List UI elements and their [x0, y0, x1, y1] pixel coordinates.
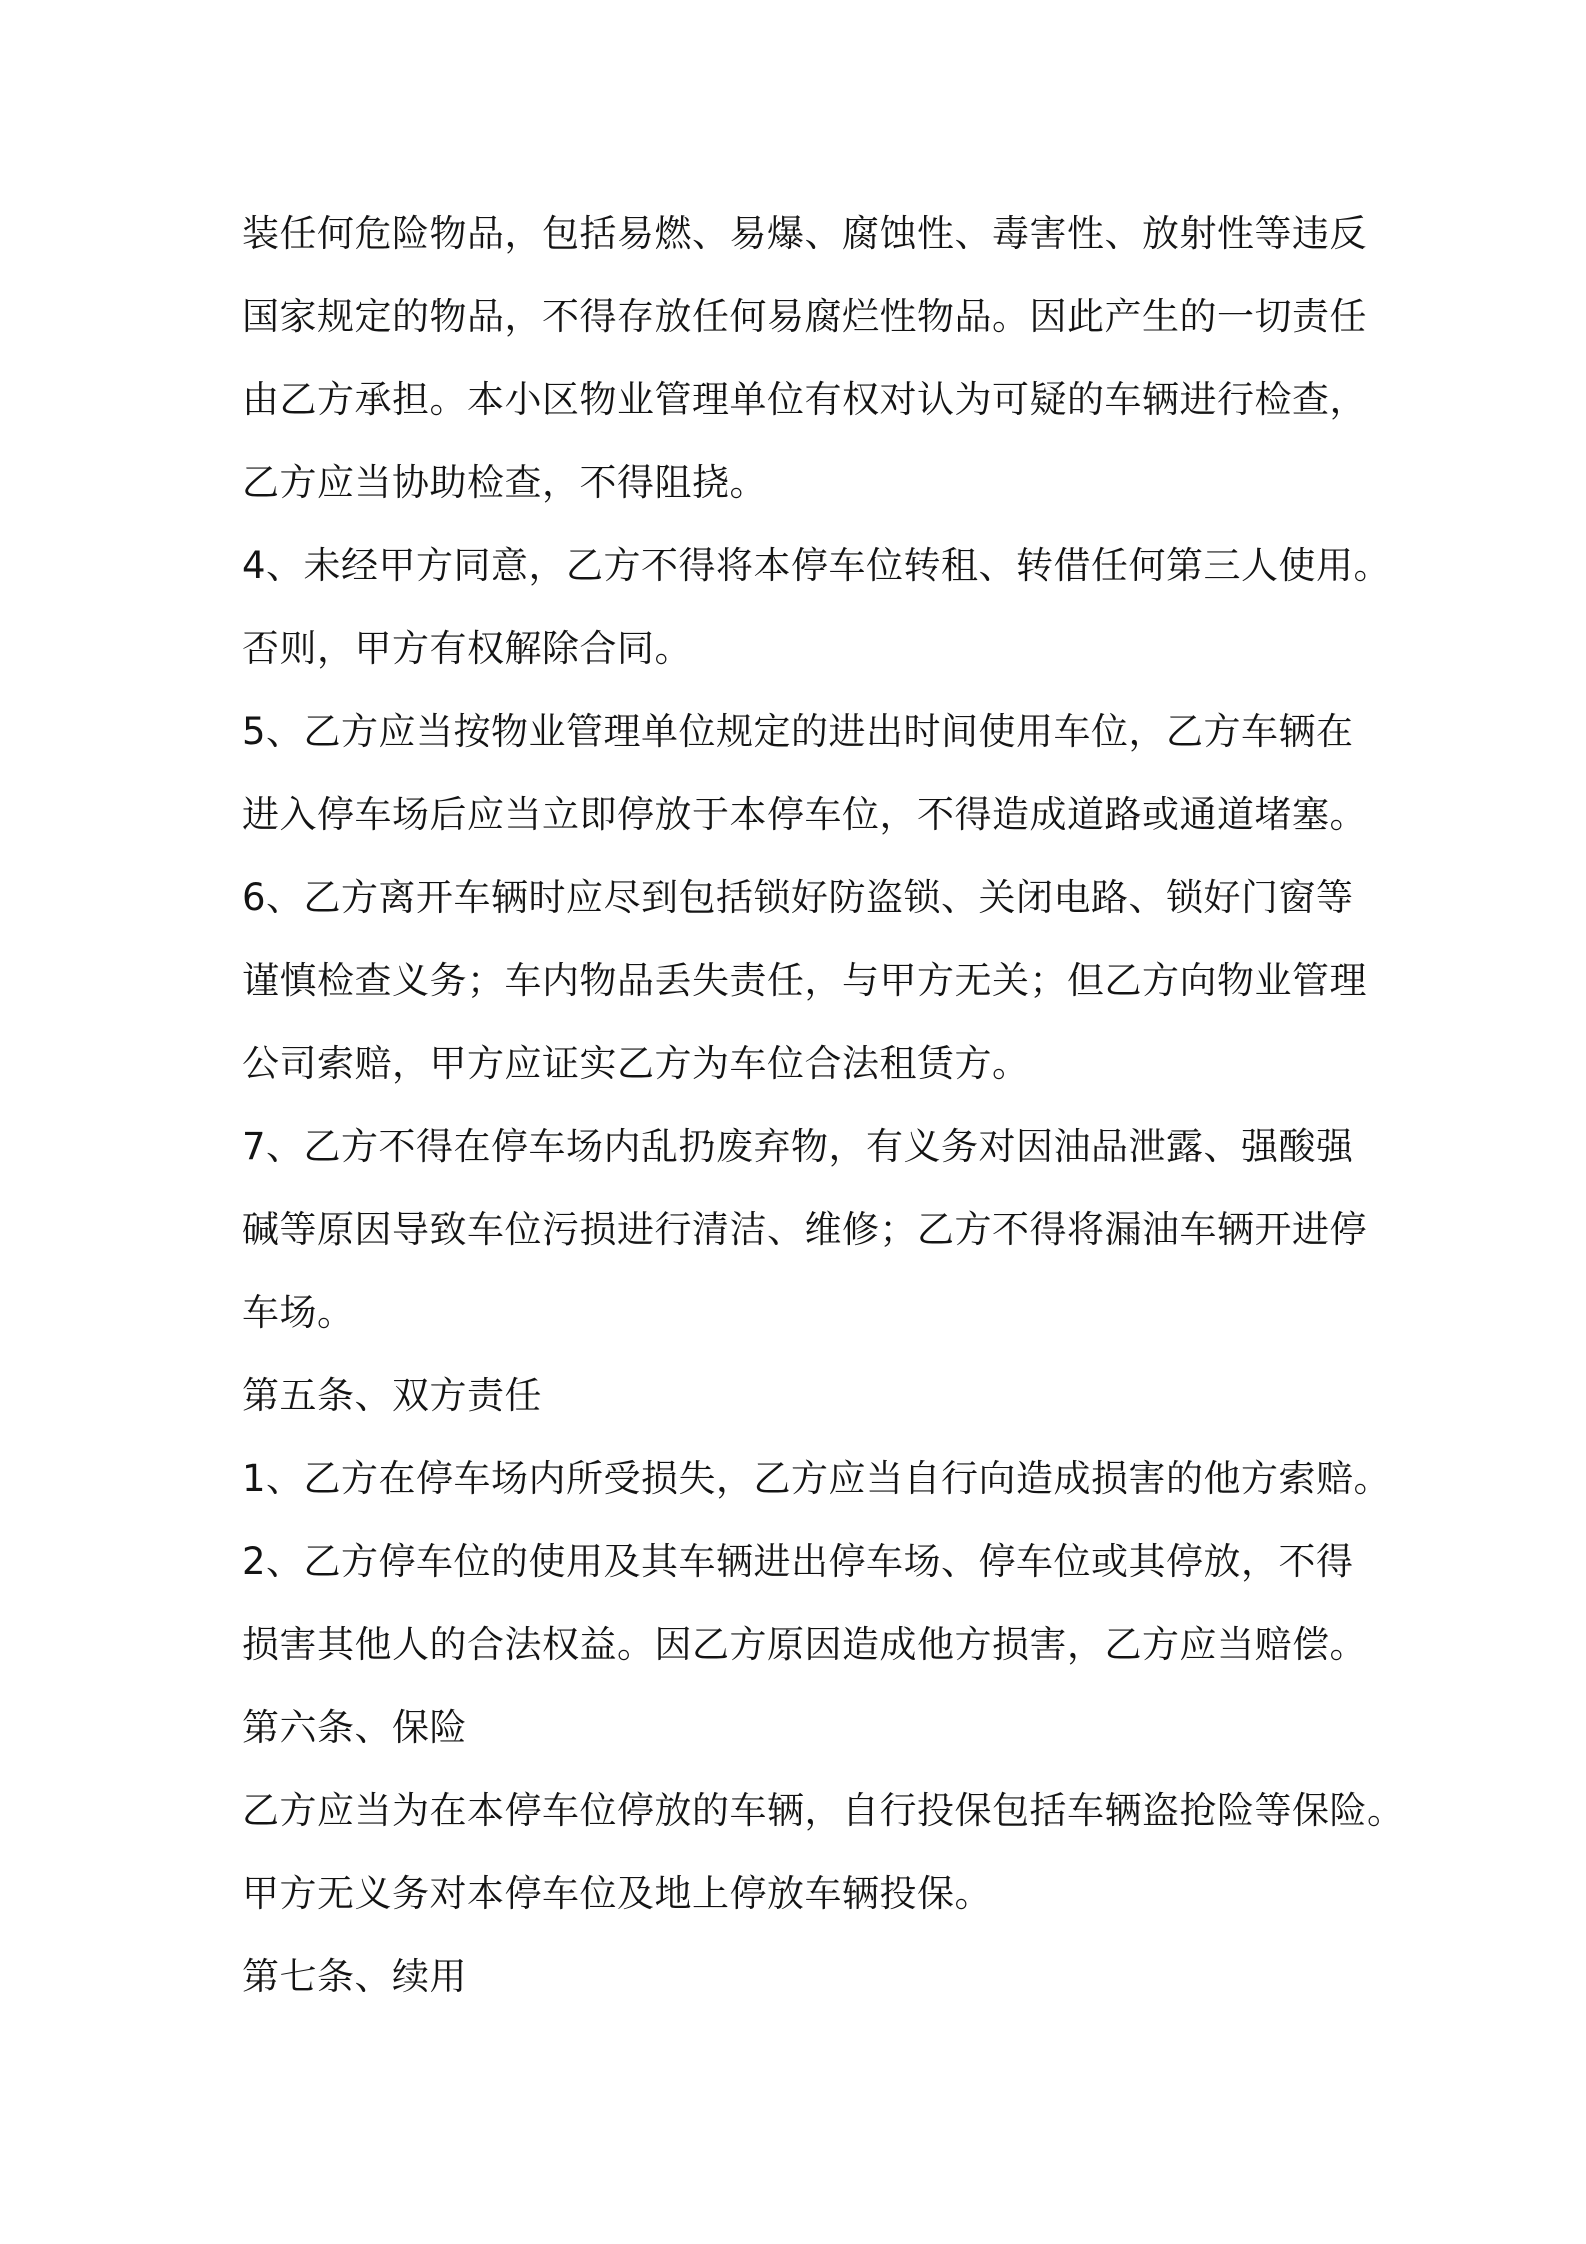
- text-line: 公司索赔，甲方应证实乙方为车位合法租赁方。: [242, 1042, 1030, 1085]
- clause-item: 1、乙方在停车场内所受损失，乙方应当自行向造成损害的他方索赔。: [242, 1457, 1392, 1500]
- text-line: 谨慎检查义务；车内物品丢失责任，与甲方无关；但乙方向物业管理: [242, 959, 1367, 1002]
- section-heading: 第六条、保险: [242, 1706, 467, 1749]
- text-line: 进入停车场后应当立即停放于本停车位，不得造成道路或通道堵塞。: [242, 793, 1367, 836]
- text-line: 碱等原因导致车位污损进行清洁、维修；乙方不得将漏油车辆开进停: [242, 1208, 1367, 1251]
- text-line: 由乙方承担。本小区物业管理单位有权对认为可疑的车辆进行检查，: [242, 378, 1367, 421]
- section-heading: 第七条、续用: [242, 1955, 467, 1998]
- section-heading: 第五条、双方责任: [242, 1374, 542, 1417]
- text-line: 装任何危险物品，包括易燃、易爆、腐蚀性、毒害性、放射性等违反: [242, 212, 1367, 255]
- text-line: 乙方应当协助检查，不得阻挠。: [242, 461, 767, 504]
- text-line: 国家规定的物品，不得存放任何易腐烂性物品。因此产生的一切责任: [242, 295, 1367, 338]
- clause-item: 7、乙方不得在停车场内乱扔废弃物，有义务对因油品泄露、强酸强: [242, 1125, 1354, 1168]
- clause-item: 4、未经甲方同意，乙方不得将本停车位转租、转借任何第三人使用。: [242, 544, 1392, 587]
- text-line: 否则，甲方有权解除合同。: [242, 627, 692, 670]
- document-body: [242, 192, 1405, 2018]
- clause-item: 2、乙方停车位的使用及其车辆进出停车场、停车位或其停放，不得: [242, 1540, 1354, 1583]
- text-line: 乙方应当为在本停车位停放的车辆，自行投保包括车辆盗抢险等保险。: [242, 1789, 1405, 1832]
- clause-item: 5、乙方应当按物业管理单位规定的进出时间使用车位，乙方车辆在: [242, 710, 1354, 753]
- text-line: 车场。: [242, 1291, 355, 1334]
- clause-item: 6、乙方离开车辆时应尽到包括锁好防盗锁、关闭电路、锁好门窗等: [242, 876, 1354, 919]
- text-line: 损害其他人的合法权益。因乙方原因造成他方损害，乙方应当赔偿。: [242, 1623, 1367, 1666]
- text-line: 甲方无义务对本停车位及地上停放车辆投保。: [242, 1872, 992, 1915]
